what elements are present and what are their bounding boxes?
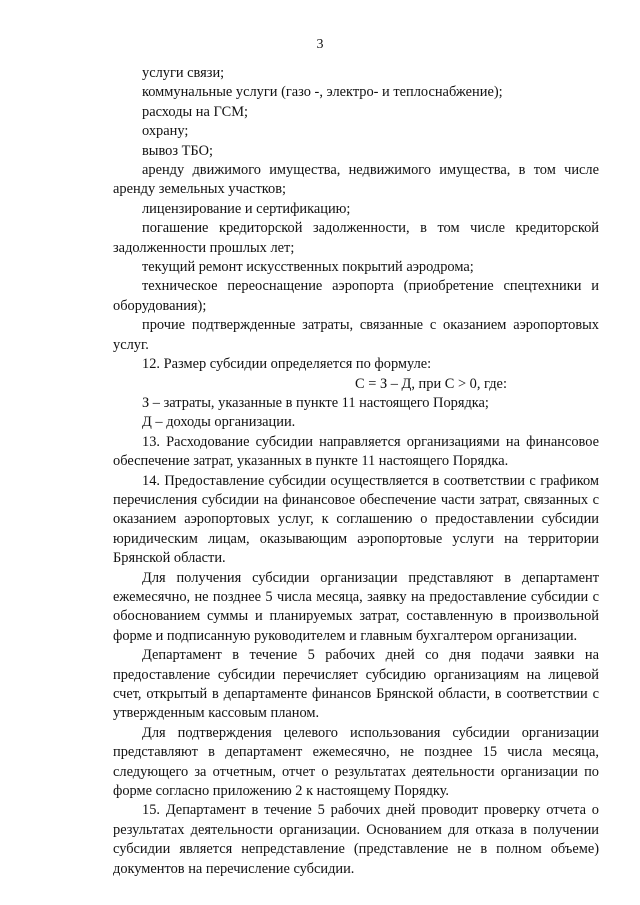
document-body	[113, 64, 599, 879]
section-13-paragraph: 13. Расходование субсидии направляется организациями на финансовое обеспечение затрат, указанных в пункте 11 настоящего Порядка.	[113, 433, 599, 470]
formula-definition-z: З – затраты, указанные в пункте 11 настоящего Порядка;	[142, 394, 489, 411]
paragraph-item: текущий ремонт искусственных покрытий аэродрома;	[142, 259, 474, 276]
paragraph-item: охрану;	[142, 123, 189, 140]
page-number: 3	[316, 37, 324, 52]
paragraph-item: расходы на ГСМ;	[142, 103, 249, 120]
section-15-paragraph: 15. Департамент в течение 5 рабочих дней проводит проверку отчета о результатах деятельности организации. Основанием для отказа в получении субсидии является непредставление (представление не в полном объеме) документов на перечисление субсидии.	[113, 802, 599, 877]
section-14-paragraph: 14. Предоставление субсидии осуществляется в соответствии с графиком перечисления субсидии на финансовое обеспечение части затрат, связанных с оказанием аэропортовых услуг, к соглашению о предоставлении субсидии юридическим лицам, оказывающим аэропортовые услуги на территории Брянской области.	[113, 472, 599, 567]
paragraph-item: услуги связи;	[142, 65, 225, 81]
paragraph-item: Для получения субсидии организации представляют в департамент ежемесячно, не позднее 5 числа месяца, заявку на предоставление субсидии с обоснованием суммы и планируемых затрат, составленную в произвольной форме и подписанную руководителем и главным бухгалтером организации.	[113, 569, 599, 644]
paragraph-item: погашение кредиторской задолженности, в том числе кредиторской задолженности прошлых лет;	[113, 220, 599, 256]
paragraph-item: аренду движимого имущества, недвижимого имущества, в том числе аренду земельных участков;	[113, 162, 599, 198]
paragraph-item: прочие подтвержденные затраты, связанные с оказанием аэропортовых услуг.	[113, 317, 599, 353]
paragraph-item: коммунальные услуги (газо -, электро- и теплоснабжение);	[142, 84, 503, 101]
formula-definition-d: Д – доходы организации.	[142, 414, 296, 431]
paragraph-item: лицензирование и сертификацию;	[142, 200, 351, 217]
section-12-heading: 12. Размер субсидии определяется по формуле:	[142, 356, 432, 373]
paragraph-item: Для подтверждения целевого использования субсидии организации представляют в департамент ежемесячно, не позднее 15 числа месяца, следующего за отчетным, отчет о результатах деятельности организации по форме согласно приложению 2 к настоящему Порядку.	[113, 724, 599, 800]
paragraph-item: вывоз ТБО;	[142, 142, 213, 159]
subsidy-formula: С = З – Д, при С > 0, где:	[355, 375, 507, 392]
paragraph-item: техническое переоснащение аэропорта (приобретение спецтехники и оборудования);	[113, 278, 599, 314]
paragraph-item: Департамент в течение 5 рабочих дней со дня подачи заявки на предоставление субсидии перечисляет субсидию организациям на лицевой счет, открытый в департаменте финансов Брянской области, в соответствии с утвержденным кассовым планом.	[113, 647, 599, 722]
